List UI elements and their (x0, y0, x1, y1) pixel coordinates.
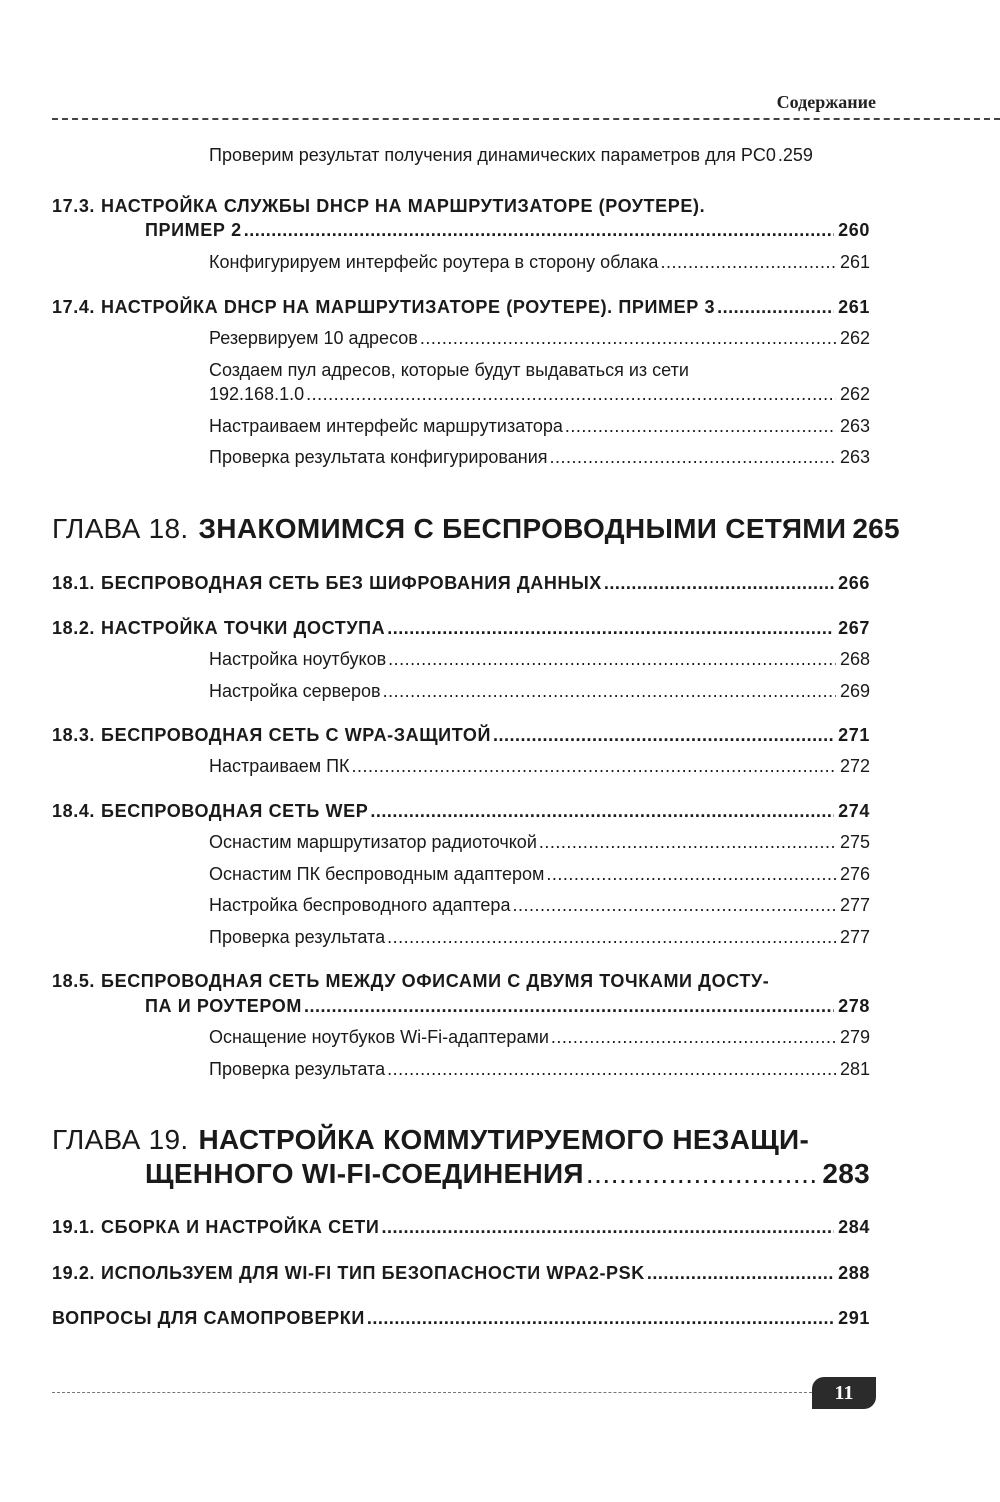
toc-page-number: 291 (838, 1308, 870, 1328)
toc-section-title: БЕСПРОВОДНАЯ СЕТЬ МЕЖДУ ОФИСАМИ С ДВУМЯ ТОЧКАМИ ДОСТУ- (101, 971, 770, 991)
toc-section-number: 18.4. (52, 801, 96, 821)
dot-leader (387, 927, 836, 948)
toc-page-number: 278 (838, 996, 870, 1016)
header-divider (52, 118, 1000, 120)
dot-leader (370, 801, 834, 822)
toc-section-title: СБОРКА И НАСТРОЙКА СЕТИ (101, 1217, 380, 1237)
toc-section-title: ПА И РОУТЕРОМ (145, 996, 302, 1016)
toc-section-18-5-line1[interactable] (52, 971, 870, 992)
toc-entry-page: 279 (839, 1027, 870, 1047)
toc-entry-page: 277 (839, 895, 870, 915)
toc-chapter-number: ГЛАВА 19. (52, 1124, 189, 1155)
toc-page-number: 266 (838, 573, 870, 593)
toc-entry[interactable] (209, 895, 870, 916)
toc-section-18-3[interactable] (52, 725, 870, 746)
toc-section-19-1[interactable] (52, 1217, 870, 1238)
toc-entry[interactable] (209, 145, 870, 166)
toc-section-title: НАСТРОЙКА DHCP НА МАРШРУТИЗАТОРЕ (РОУТЕРЕ). ПРИМЕР 3 (101, 297, 716, 317)
toc-section-number: 18.5. (52, 971, 96, 991)
toc-section-number: 19.2. (52, 1263, 96, 1283)
toc-entry-title: Оснастим ПК беспроводным адаптером (209, 864, 545, 884)
toc-section-number: 17.3. (52, 196, 96, 216)
footer-divider (52, 1392, 822, 1393)
toc-section-title: НАСТРОЙКА ТОЧКИ ДОСТУПА (101, 618, 386, 638)
dot-leader (306, 384, 836, 405)
toc-entry[interactable] (209, 927, 870, 948)
dot-leader (586, 1158, 819, 1190)
dot-leader (367, 1308, 834, 1329)
toc-section-17-3-line2[interactable] (145, 220, 870, 241)
toc-chapter-18[interactable] (52, 513, 900, 545)
toc-page-number: 288 (838, 1263, 870, 1283)
dot-leader (493, 725, 834, 746)
toc-page-number: 261 (838, 297, 870, 317)
toc-section-title: НАСТРОЙКА СЛУЖБЫ DHCP НА МАРШРУТИЗАТОРЕ (РОУТЕРЕ). (101, 196, 706, 216)
dot-leader (512, 895, 835, 916)
toc-entry[interactable] (209, 328, 870, 349)
toc-entry[interactable] (209, 416, 870, 437)
toc-entry-title: 192.168.1.0 (209, 384, 305, 404)
dot-leader (420, 328, 836, 349)
toc-section-17-4[interactable] (52, 297, 870, 318)
toc-review-questions[interactable] (52, 1308, 870, 1329)
page-number-badge: 11 (812, 1377, 876, 1409)
toc-section-title: ПРИМЕР 2 (145, 220, 242, 240)
toc-entry-page: 261 (839, 252, 870, 272)
toc-section-title: ИСПОЛЬЗУЕМ ДЛЯ WI-FI ТИП БЕЗОПАСНОСТИ WPA2-PSK (101, 1263, 645, 1283)
toc-entry[interactable] (209, 649, 870, 670)
toc-entry[interactable] (209, 447, 870, 468)
dot-leader (717, 297, 834, 318)
toc-entry-title: Создаем пул адресов, которые будут выдаваться из сети (209, 360, 689, 380)
toc-section-title: БЕСПРОВОДНАЯ СЕТЬ С WPA-ЗАЩИТОЙ (101, 725, 492, 745)
dot-leader (387, 618, 834, 639)
toc-section-number: 18.2. (52, 618, 96, 638)
dot-leader (352, 756, 836, 777)
toc-entry-page: 281 (839, 1059, 870, 1079)
toc-chapter-19-line1[interactable] (52, 1124, 870, 1156)
toc-section-number: 17.4. (52, 297, 96, 317)
toc-entry-line2[interactable] (209, 384, 870, 405)
toc-entry-title: Проверка результата (209, 927, 386, 947)
toc-chapter-number: ГЛАВА 18. (52, 513, 189, 544)
toc-entry[interactable] (209, 1027, 870, 1048)
toc-entry-title: Проверим результат получения динамических параметров для PC0 (209, 145, 776, 165)
running-header: Содержание (776, 92, 876, 112)
toc-entry-title: Проверка результата (209, 1059, 386, 1079)
toc-section-18-5-line2[interactable] (145, 996, 870, 1017)
toc-chapter-19-line2[interactable] (145, 1158, 870, 1190)
toc-entry-page: 269 (839, 681, 870, 701)
toc-page-number: 274 (838, 801, 870, 821)
dot-leader (550, 447, 836, 468)
toc-page-number: 260 (838, 220, 870, 240)
dot-leader (647, 1263, 834, 1284)
toc-entry-title: Оснащение ноутбуков Wi-Fi-адаптерами (209, 1027, 549, 1047)
toc-entry-title: Настройка беспроводного адаптера (209, 895, 511, 915)
toc-entry[interactable] (209, 681, 870, 702)
toc-section-number: 18.1. (52, 573, 96, 593)
toc-entry-title: Настройка серверов (209, 681, 381, 701)
toc-entry-title: Оснастим маршрутизатор радиоточкой (209, 832, 537, 852)
toc-entry-line1[interactable] (209, 360, 870, 381)
toc-entry[interactable] (209, 1059, 870, 1080)
toc-entry-title: Настройка ноутбуков (209, 649, 387, 669)
toc-entry[interactable] (209, 864, 870, 885)
toc-entry-page: 275 (839, 832, 870, 852)
toc-entry-title: Проверка результата конфигурирования (209, 447, 548, 467)
toc-entry-page: 262 (839, 384, 870, 404)
dot-leader (660, 252, 836, 273)
toc-page-number: 265 (852, 513, 900, 544)
dot-leader (546, 864, 836, 885)
toc-entry-title: Конфигурируем интерфейс роутера в сторону облака (209, 252, 659, 272)
dot-leader (387, 1059, 836, 1080)
toc-section-title: ВОПРОСЫ ДЛЯ САМОПРОВЕРКИ (52, 1308, 365, 1328)
dot-leader (383, 681, 836, 702)
dot-leader (551, 1027, 836, 1048)
toc-entry-title: Настраиваем интерфейс маршрутизатора (209, 416, 563, 436)
dot-leader (539, 832, 836, 853)
toc-entry-page: .259 (777, 145, 813, 165)
toc-chapter-title: ЗНАКОМИМСЯ С БЕСПРОВОДНЫМИ СЕТЯМИ (198, 513, 847, 544)
toc-chapter-title: ЩЕННОГО WI-FI-СОЕДИНЕНИЯ (145, 1158, 584, 1189)
dot-leader (304, 996, 834, 1017)
toc-entry-page: 263 (839, 447, 870, 467)
toc-section-number: 18.3. (52, 725, 96, 745)
toc-page-number: 283 (822, 1158, 870, 1189)
toc-entry-page: 272 (839, 756, 870, 776)
toc-section-number: 19.1. (52, 1217, 96, 1237)
toc-entry-title: Настраиваем ПК (209, 756, 350, 776)
toc-section-19-2[interactable] (52, 1263, 870, 1284)
dot-leader (381, 1217, 834, 1238)
toc-entry[interactable] (209, 252, 870, 273)
toc-entry-page: 263 (839, 416, 870, 436)
toc-page-number: 271 (838, 725, 870, 745)
toc-entry-page: 262 (839, 328, 870, 348)
toc-entry-page: 276 (839, 864, 870, 884)
toc-entry[interactable] (209, 832, 870, 853)
toc-page-number: 284 (838, 1217, 870, 1237)
toc-page-number: 267 (838, 618, 870, 638)
toc-section-17-3-line1[interactable] (52, 196, 870, 217)
dot-leader (565, 416, 836, 437)
toc-chapter-title: НАСТРОЙКА КОММУТИРУЕМОГО НЕЗАЩИ- (198, 1124, 810, 1155)
toc-entry-page: 268 (839, 649, 870, 669)
toc-section-18-2[interactable] (52, 618, 870, 639)
dot-leader (244, 220, 834, 241)
toc-section-title: БЕСПРОВОДНАЯ СЕТЬ WEP (101, 801, 369, 821)
toc-entry-page: 277 (839, 927, 870, 947)
dot-leader (388, 649, 836, 670)
toc-entry[interactable] (209, 756, 870, 777)
toc-section-18-4[interactable] (52, 801, 870, 822)
dot-leader (604, 573, 834, 594)
toc-entry-title: Резервируем 10 адресов (209, 328, 418, 348)
toc-section-title: БЕСПРОВОДНАЯ СЕТЬ БЕЗ ШИФРОВАНИЯ ДАННЫХ (101, 573, 602, 593)
toc-section-18-1[interactable] (52, 573, 870, 594)
